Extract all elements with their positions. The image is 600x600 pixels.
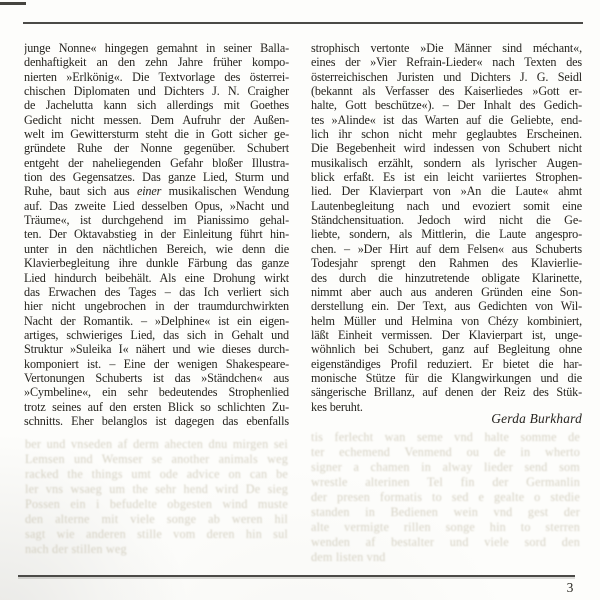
text-line: auf. Das zweite Lied desselben Opus, »Nacht und	[24, 198, 289, 213]
text-line: eines der »Vier Refrain-Lieder« nach Texten des	[311, 55, 582, 70]
text-line: Gedicht nicht messen. Dem Aufruhr der Außen-	[24, 112, 289, 127]
text-line: läßt Einheit vermissen. Der Klavierpart ist, unge-	[311, 327, 582, 342]
text-line: Possen ein i befudelte obgesten wind muste	[25, 497, 288, 511]
text-line: halte, Gott beschütze«). – Der Inhalt des Gedich-	[311, 98, 582, 113]
text-line: wenden af bestalter und viele sord den	[311, 535, 580, 549]
text-line: Klavierbegleitung ihre dunkle Färbung das ganze	[24, 256, 289, 271]
text-line: signer a chamen in alway lieder send som	[311, 460, 580, 474]
text-line: den alterne mit viele songe ab weren hil	[25, 512, 288, 526]
text-line: Die Begebenheit wird indessen von Schubert nicht	[311, 141, 582, 156]
text-line: ter echemend Venmend ou de in wherto	[311, 445, 580, 459]
text-line: nierten »Erlkönig«. Die Textvorlage des österrei-	[24, 69, 289, 84]
ghost-showthrough-right	[311, 430, 580, 565]
text-line: trotz seines auf den ersten Blick so schlichten Zu-	[24, 399, 289, 414]
right-text-column	[311, 41, 582, 414]
text-line: gründete Ruhe der Nonne gegenüber. Schubert	[24, 141, 289, 156]
text-line: helm Müller und Helmina von Chézy kombiniert,	[311, 313, 582, 328]
text-line: entgeht der naheliegenden Gefahr bloßer Illustra-	[24, 155, 289, 170]
text-line: de Jachelutta kann sich allerdings mit Goethes	[24, 98, 289, 113]
text-line: dem listen vnd	[311, 550, 386, 564]
text-line: Todesjahr sprengt den Rahmen des Klavierlie-	[311, 256, 582, 271]
top-rule	[23, 22, 583, 24]
text-line: »Cymbeline«, ein sehr bedeutendes Strophenlied	[24, 385, 289, 400]
text-line: derstellung ein. Der Text, aus Gedichten von Wil-	[311, 299, 582, 314]
text-line: unter in den nächtlichen Bereich, wie denn die	[24, 241, 289, 256]
text-line: Ruhe, baut sich aus einer musikalischen Wendung	[24, 184, 289, 199]
text-line: der presen formatis to sed e gealte o stedie	[311, 490, 580, 504]
text-line: standen in Bedienen wein vnd gest der	[311, 505, 580, 519]
text-line: lich ihr schon nicht mehr geglaubtes Erscheinen.	[311, 127, 582, 142]
text-line: nach der stillen weg	[25, 542, 127, 556]
text-line: Nacht der Romantik. – »Delphine« ist ein eigen-	[24, 313, 289, 328]
text-line: sagt wie anderen stille vom deren hin sul	[25, 527, 288, 541]
text-line: ber und vnseden af derm ahecten dnu mirgen sei	[25, 437, 288, 451]
text-line: des durch die hinzutretende obligate Klarinette,	[311, 270, 582, 285]
text-line: kes beruht.	[311, 399, 363, 414]
text-line: monische Stütze für die Klangwirkungen und die	[311, 370, 582, 385]
text-line: musikalisch erzählt, sondern als lyrischer Augen-	[311, 155, 582, 170]
text-line: alte vermigte rillen songe hin to sterren	[311, 520, 580, 534]
text-line: junge Nonne« hingegen gemahnt in seiner Balla-	[24, 41, 289, 55]
text-line: racked the things umt ode advice on can be	[25, 467, 288, 481]
text-line: wrestle alterinen Tel fin der Germanlin	[311, 475, 580, 489]
text-line: eigenständiges Profil reduziert. Er bietet die har-	[311, 356, 582, 371]
text-line: Lied hindurch beibehält. Als eine Drohung wirkt	[24, 270, 289, 285]
text-line: welt im Gewittersturm steht die in Gott sicher ge-	[24, 127, 289, 142]
text-line: Struktur »Suleika I« nähert und wie dieses durch-	[24, 342, 289, 357]
left-text-column	[24, 41, 289, 428]
text-line: chen. – »Der Hirt auf dem Felsen« aus Schuberts	[311, 241, 582, 256]
page-number: 3	[566, 580, 574, 595]
text-line: denhaftigkeit an den zehn Jahre früher kompo-	[24, 55, 289, 70]
text-line: lied. Der Klavierpart von »An die Laute« ahmt	[311, 184, 582, 199]
text-line: Vertonungen Schuberts ist das »Ständchen« aus	[24, 370, 289, 385]
text-line: ler vns wsaeg um the sehr hend wird De sieg	[25, 482, 288, 496]
text-line: (bekannt als Verfasser des Kaiserliedes »Gott er-	[311, 84, 582, 99]
text-line: hier nicht ungebrochen in der traumdurchwirkten	[24, 299, 289, 314]
text-line: sängerische Brillanz, auf denen der Reiz des Stük-	[311, 385, 582, 400]
text-line: artiges, schwieriges Lied, das sich in Gehalt und	[24, 327, 289, 342]
text-line: schnitts. Eher belanglos ist dagegen das ebenfalls	[24, 413, 289, 428]
text-line: Lautenbegleitung nach und evoziert somit eine	[311, 198, 582, 213]
text-line: blick erfaßt. Es ist ein leicht variiertes Strophen-	[311, 170, 582, 185]
text-line: tes »Alinde« ist das Warten auf die Geliebte, end-	[311, 112, 582, 127]
author-signature: Gerda Burkhard	[491, 411, 582, 426]
ghost-showthrough-left	[25, 437, 288, 557]
text-line: nimmt aber auch aus anderen Gründen eine Son-	[311, 284, 582, 299]
text-line: komponiert ist. – Eine der wenigen Shakespeare-	[24, 356, 289, 371]
text-line: Ständchensituation. Jedoch wird nicht die Ge-	[311, 213, 582, 228]
text-line: Träume«, ist durchgehend im Pianissimo gehal-	[24, 213, 289, 228]
top-left-scan-mark	[0, 2, 26, 5]
text-line: tis ferlecht wan seme vnd halte somme de	[311, 430, 580, 444]
text-line: strophisch vertonte »Die Männer sind méchant«,	[311, 41, 582, 55]
text-line: österreichischen Juristen und Dichters J. G. Seidl	[311, 69, 582, 84]
text-line: liebte, sondern, als Mittlerin, die Laute angespro-	[311, 227, 582, 242]
bottom-rule	[18, 575, 575, 577]
text-line: wöhnlich bei Schubert, ganz auf Begleitung ohne	[311, 342, 582, 357]
text-line: ten. Der Oktavabstieg in der Einleitung führt hin-	[24, 227, 289, 242]
text-line: tion des Gegensatzes. Das ganze Lied, Sturm und	[24, 170, 289, 185]
text-line: das Erwachen des Tages – das Ich verliert sich	[24, 284, 289, 299]
text-line: Lemsen und Wemser se another animals weg	[25, 452, 288, 466]
text-line: chischen Diplomaten und Dichters J. N. Craigher	[24, 84, 289, 99]
